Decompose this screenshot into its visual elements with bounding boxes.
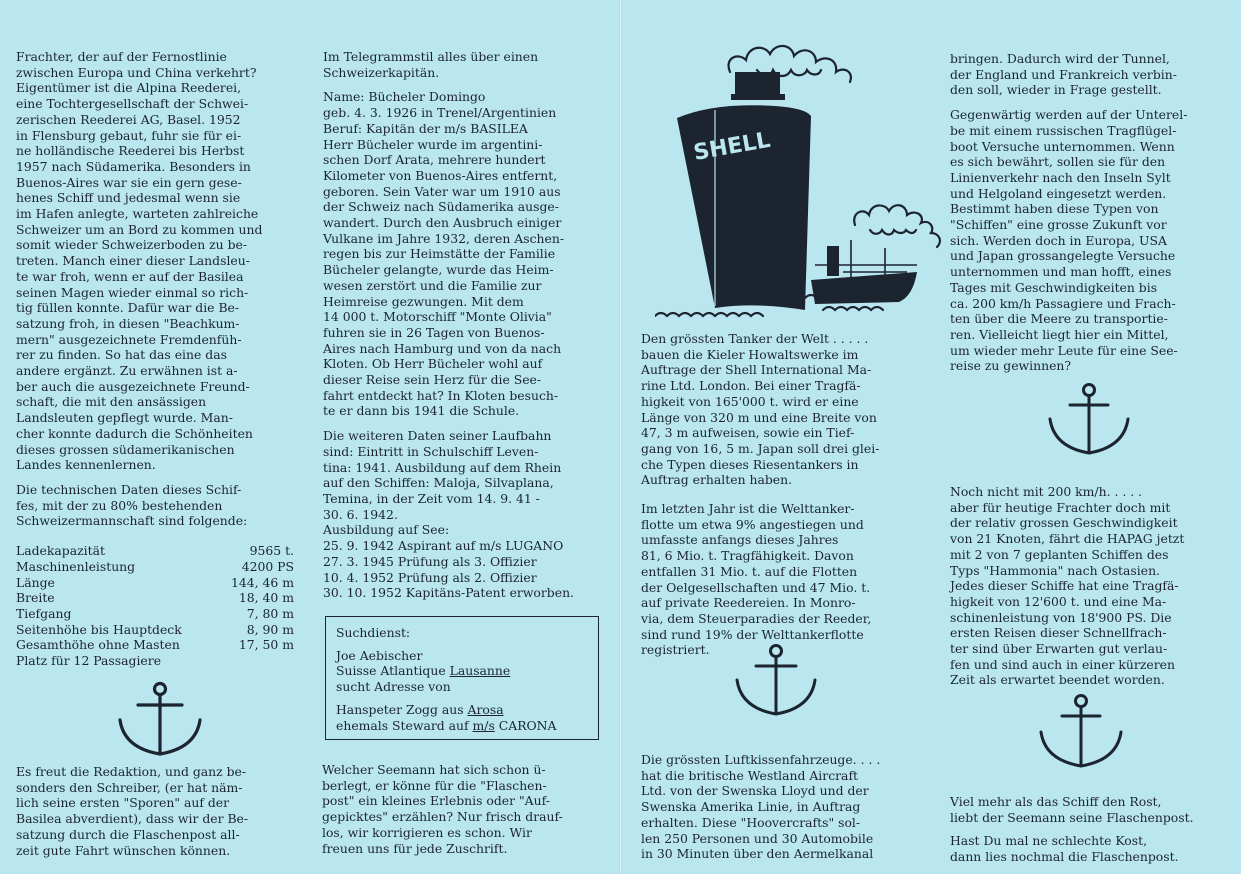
basilea-history-paragraph: Frachter, der auf der Fernostlinie zwischen Europa und China verkehrt? Eigentümer ist die Alpina Reederei, eine Tochtergesellschaft der Schwei- zerischen Reederei AG, Basel. 1952 in Flensburg gebaut, fuhr sie für ei- ne holländische Reederei bis Herbst 1957 nach Südamerika. Besonders in Buenos-Aires war sie ein gern gese- henes Schiff und jedesmal wenn sie im Hafen anlegte, warteten zahlreiche Schweizer um an Bord zu kommen und somit wieder Schweizerboden zu be- treten. Manch einer dieser Landsleu- te war froh, wenn er auf der Basilea seinen Magen wieder einmal so rich- tig füllen konnte. Dafür war die Be- satzung froh, in diesen "Beachkum- mern" ausgezeichnete Fremdenfüh- rer zu finden. So hat das eine das andere ergänzt. Zu erwähnen ist a- ber auch die ausgezeichnete Freund- schaft, die mit den ansässigen Landsleuten gepflegt wurde. Man- cher konnte dadurch die Schönheiten dieses grossen südamerikanischen Landes kennenlernen. [16,49,263,473]
table-row: Ladekapazität 9565 t. [16,543,294,559]
anchor-icon [114,680,206,758]
telegram-intro: Im Telegrammstil alles über einen Schweizerkapitän. [323,49,539,80]
table-row: Platz für 12 Passagiere [16,653,162,669]
hydrofoil-paragraph: Gegenwärtig werden auf der Unterel- be mit einem russischen Tragflügel- boot Versuche unternommen. Wenn es sich bewährt, sollen sie für den Linienverkehr nach den Inseln Sylt und Helgoland eingesetzt werden. Bestimmt haben diese Typen von "Schiffen" eine grosse Zukunft vor sich. Werden doch in Europa, USA und Japan grossangelegte Versuche unternommen und man hofft, eines Tages mit Geschwindigkeiten bis ca. 200 km/h Passagiere und Frach- ten über die Meere zu transportie- ren. Vielleicht liegt hier ein Mittel, um wieder mehr Leute für eine See- reise zu gewinnen? [950,107,1188,374]
tanker-fleet-paragraph: Im letzten Jahr ist die Welttanker- flotte um etwa 9% angestiegen und umfasste anfangs dieses Jahres 81, 6 Mio. t. Tragfähigkeit. Davon entfallen 31 Mio. t. auf die Flotten der Oelgesellschaften und 47 Mio. t. auf private Reedereien. In Monro- via, dem Steuerparadies der Reeder, sind rund 19% der Welttankerflotte registriert. [641,501,872,658]
box-line-5: ehemals Steward auf [336,717,473,733]
box-line-1: Joe Aebischer [336,647,423,663]
right-column-1 [641,331,926,667]
hapag-paragraph: Noch nicht mit 200 km/h. . . . . aber für heutige Frachter doch mit der relativ grossen Geschwindigkeit von 21 Knoten, fährt die HAPAG jetzt mit 2 von 7 geplanten Schiffen des Typs "Hammonia" nach Ostasien. Jedes dieser Schiffe hat eine Tragfä- higkeit von 12'600 t. und eine Ma- schinenleistung von 18'900 PS. Die ersten Reisen dieser Schnellfrach- ter sind über Erwarten gut verlau- fen und sind auch in einer kürzeren Zeit als erwartet beendet worden. [950,484,1185,688]
ship-label: SHELL [691,127,773,166]
table-row: Gesamthöhe ohne Masten 17, 50 m [16,637,294,653]
left-column-2 [323,49,606,610]
box-line-2: Suisse Atlantique [336,663,450,679]
tanker-paragraph: Den grössten Tanker der Welt . . . . . bauen die Kieler Howaltswerke im Auftrage der Shell International Ma- rine Ltd. London. Bei einer Tragfä- higkeit von 165'000 t. wird er eine Länge von 320 m und eine Breite von 47, 3 m aufweisen, sowie ein Tief- gang von 16, 5 m. Japan soll drei glei- che Typen dieses Riesentankers in Auftrag erhalten haben. [641,331,880,488]
hovercraft-paragraph: Die grössten Luftkissenfahrzeuge. . . . hat die britische Westland Aircraft Ltd. von der Swenska Lloyd und der Swenska Amerika Linie, in Auftrag erhalten. Diese "Hoovercrafts" sol- len 250 Personen und 30 Automobile in 30 Minuten über den Aermelkanal [641,752,881,862]
rhyme-2: Hast Du mal ne schlechte Kost, dann lies nochmal die Flaschenpost. [950,833,1179,865]
call-for-stories: Welcher Seemann hat sich schon ü- berlegt, er könne für die "Flaschen- post" ein kleines Erlebnis oder "Auf- gepicktes" erzählen? Nur frisch drauf- los, wir korrigieren es schon. Wir freuen uns für jede Zuschrift. [322,762,563,856]
table-row: Seitenhöhe bis Hauptdeck 8, 90 m [16,621,294,637]
suchdienst-box [325,616,599,740]
career-data: Die weiteren Daten seiner Laufbahn sind: Eintritt in Schulschiff Leven- tina: 1941. Ausbildung auf dem Rhein auf den Schiffen: Maloja, Silvaplana, Temina, in der Zeit vom 14. 9. 41 - 30. 6. 1942. Ausbildung auf See: 25. 9. 1942 Aspirant auf m/s LUGANO 27. 3. 1945 Prüfung als 3. Offizier 10. 4. 1952 Prüfung als 2. Offizier 30. 10. 1952 Kapitäns-Patent erworben. [323,428,574,601]
left-column-1 [16,49,303,669]
tanker-illustration-icon [655,10,955,330]
right-column-2 [950,51,1240,383]
closing-paragraph: Es freut die Redaktion, und ganz be- sonders den Schreiber, (er hat näm- lich seine ersten "Sporen" auf der Basilea abverdient), dass wir der Be- satzung durch die Flaschenpost all- zeit gute Fahrt wünschen können. [16,764,249,858]
anchor-icon [731,642,821,718]
right-page [624,0,1241,874]
table-row: Maschinenleistung 4200 PS [16,558,294,574]
box-line-5-ms: m/s [472,717,495,733]
box-line-4-place: Arosa [467,701,504,717]
rhyme-1: Viel mehr als das Schiff den Rost, liebt der Seemann seine Flaschenpost. [950,794,1194,825]
anchor-icon [1044,381,1134,457]
tunnel-paragraph: bringen. Dadurch wird der Tunnel, der England und Frankreich verbin- den soll, wieder in Frage gestellt. [950,51,1177,98]
box-line-2-place: Lausanne [449,663,511,679]
box-line-5-ship: CARONA [494,717,557,733]
table-row: Länge 144, 46 m [16,574,294,590]
table-row: Breite 18, 40 m [16,590,294,606]
closing-rhymes [950,794,1240,873]
anchor-icon [1035,692,1127,770]
table-row: Tiefgang 7, 80 m [16,605,294,621]
box-line-4: Hanspeter Zogg aus [336,701,468,717]
captain-bio: Name: Bücheler Domingo geb. 4. 3. 1926 in Trenel/Argentinien Beruf: Kapitän der m/s BASILEA Herr Bücheler wurde im argentini- schen Dorf Arata, mehrere hundert Kilometer von Buenos-Aires entfernt, geboren. Sein Vater war um 1910 aus der Schweiz nach Südamerika ausge- wandert. Durch den Ausbruch einiger Vulkane im Jahre 1932, deren Aschen- regen bis zur Heimstätte der Familie Bücheler gelangte, wurde das Heim- wesen zerstört und die Familie zur Heimreise gezwungen. Mit dem 14 000 t. Motorschiff "Monte Olivia" fuhren sie in 26 Tagen von Buenos- Aires nach Hamburg und von da nach Kloten. Ob Herr Bücheler wohl auf dieser Reise sein Herz für die See- fahrt entdeckt hat? In Kloten besuch- te er dann bis 1941 die Schule. [323,89,564,419]
box-line-3: sucht Adresse von [336,679,451,695]
tech-intro-paragraph: Die technischen Daten dieses Schif- fes, mit der zu 80% bestehenden Schweizermannschaft sind folgende: [16,481,248,529]
tech-data-table [16,543,294,669]
page-fold [619,0,622,874]
suchdienst-title: Suchdienst: [336,625,411,640]
left-page [0,0,620,874]
